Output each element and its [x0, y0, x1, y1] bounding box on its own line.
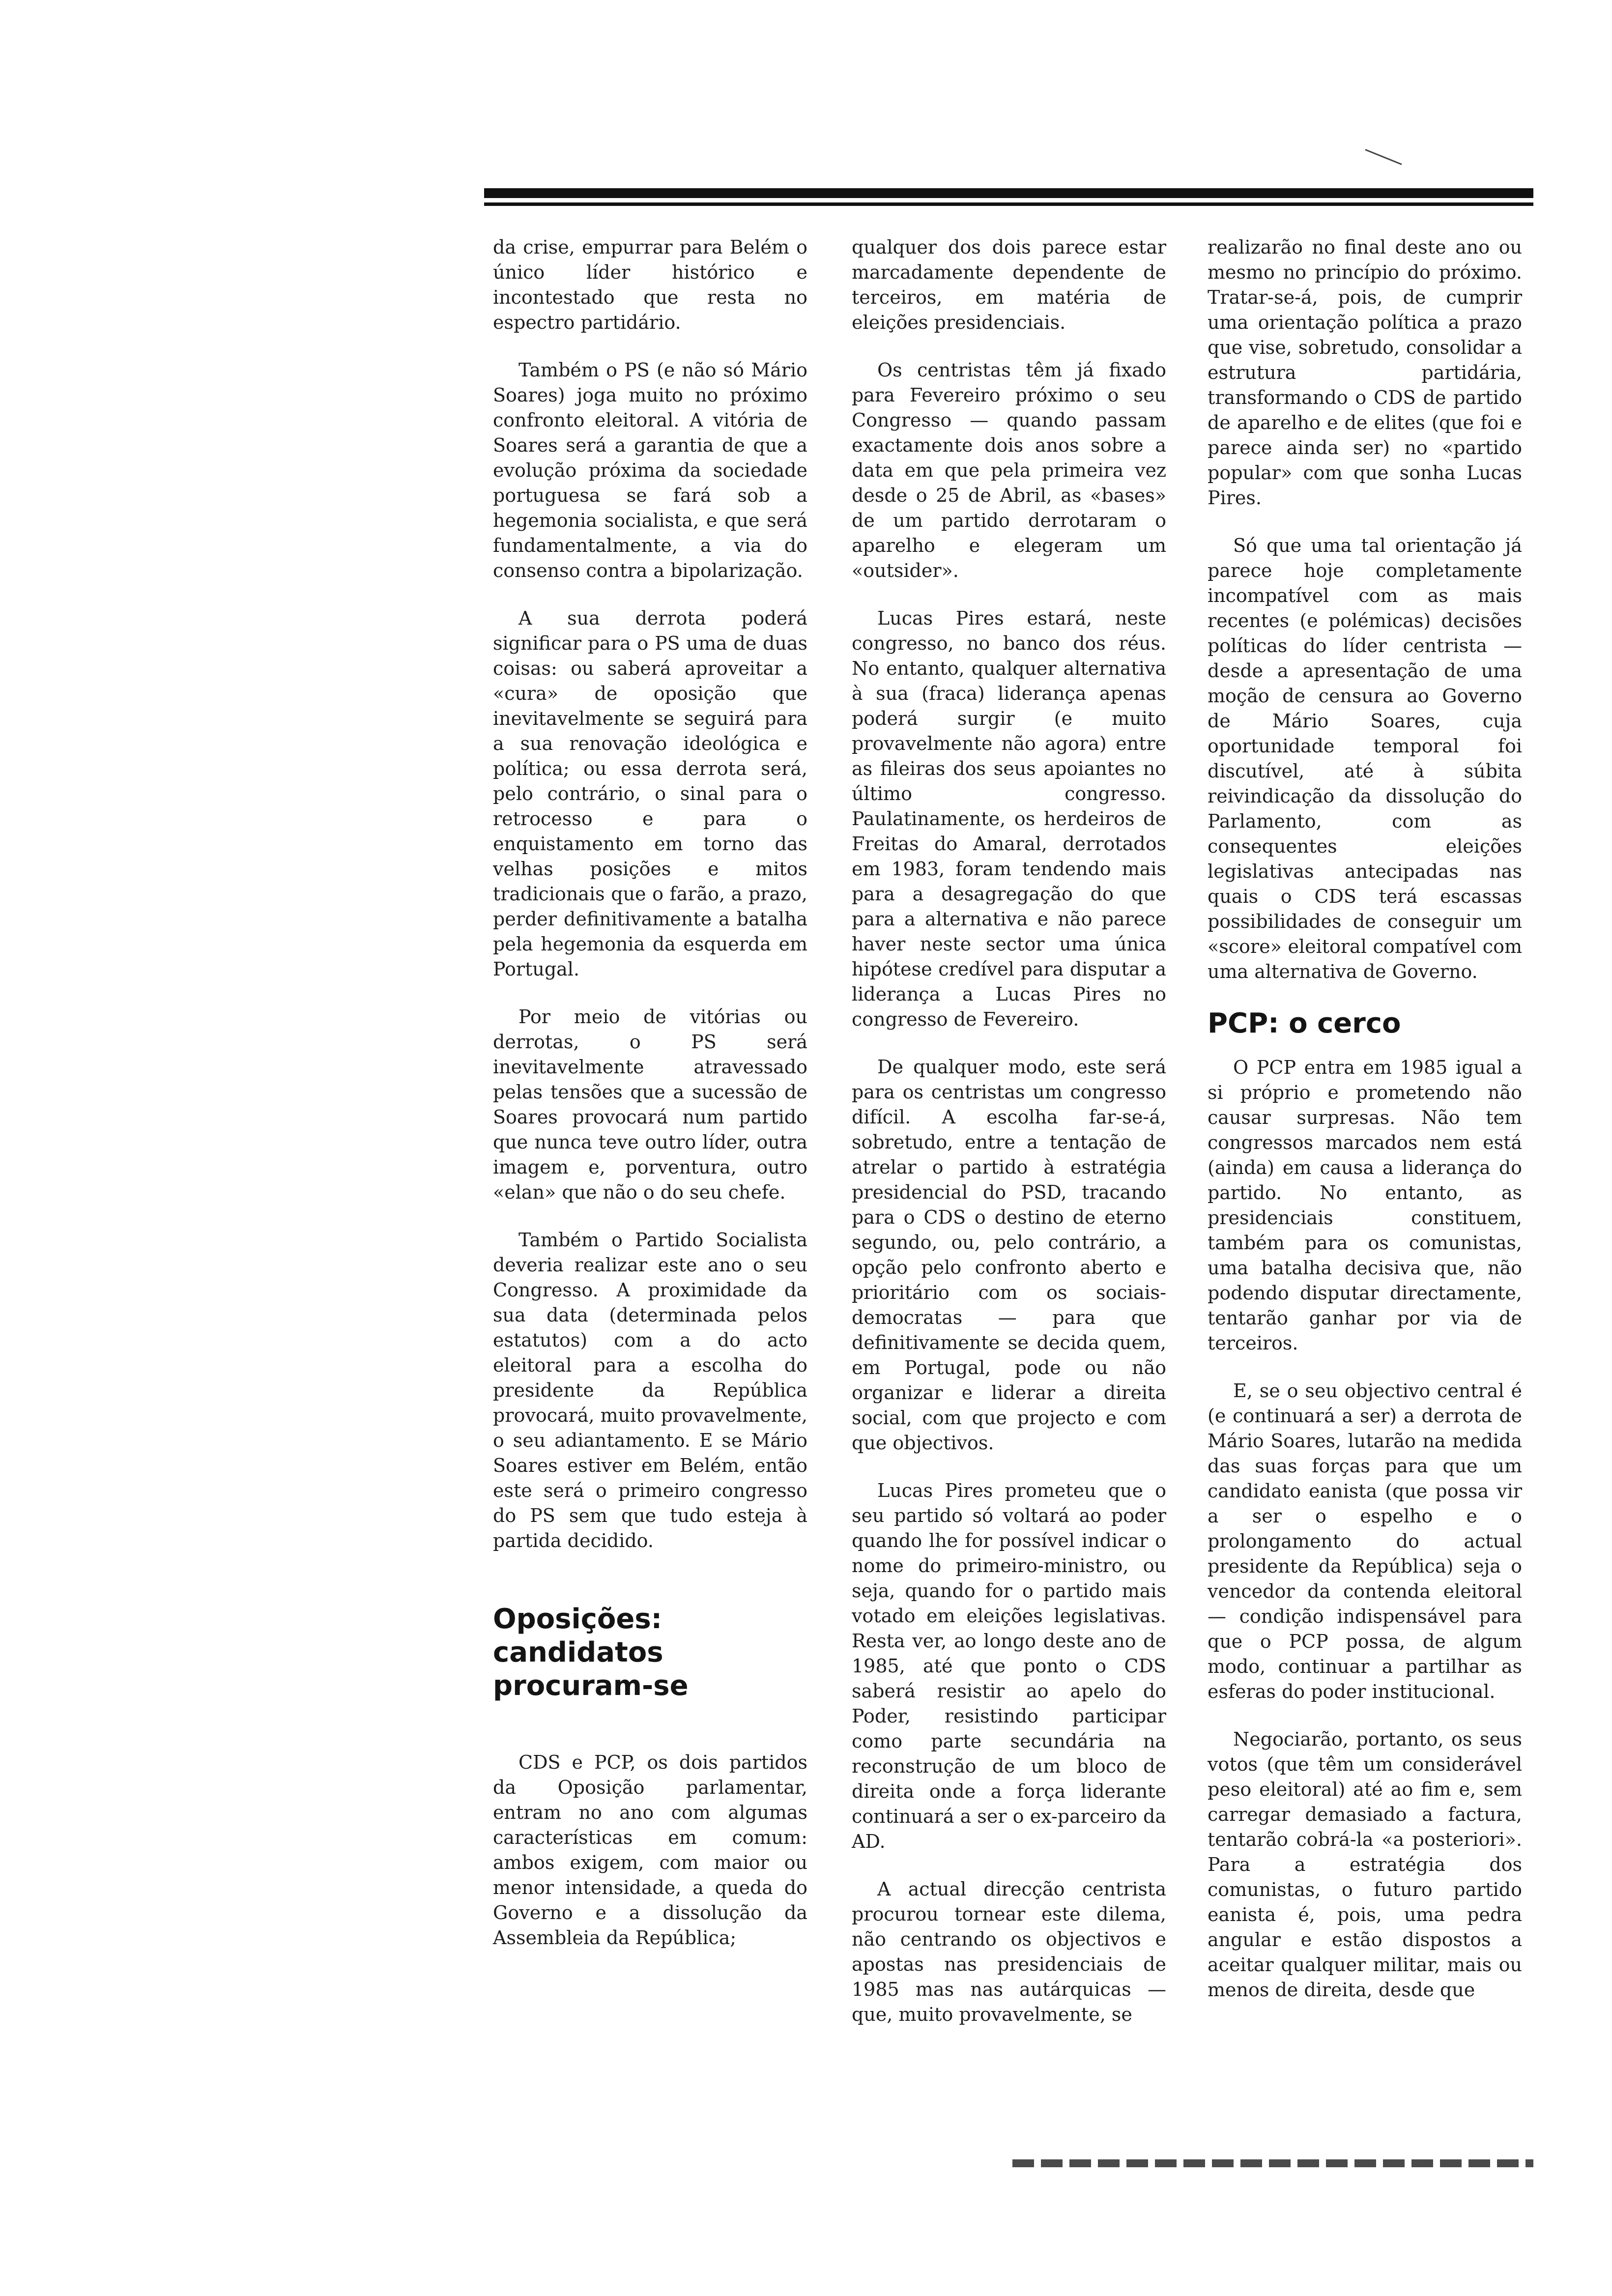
column-2: [852, 235, 1166, 2050]
section-heading: PCP: o cerco: [1208, 1007, 1401, 1039]
footer-bar: [1012, 2159, 1533, 2167]
top-rule-thin: [484, 202, 1533, 206]
paragraph: da crise, empurrar para Belém o único líder histórico e incontestado que resta no espectro partidário.: [493, 236, 807, 333]
paragraph: Também o Partido Socialista deveria realizar este ano o seu Congresso. A proximidade da sua data (determinada pelos estatutos) com a do acto eleitoral para a escolha do presidente da República provocará, muito provavelmente, o seu adiantamento. E se Mário Soares estiver em Belém, então este será o primeiro congresso do PS sem que tudo esteja à partida decidido.: [493, 1229, 807, 1551]
top-rule-thick: [484, 188, 1533, 198]
paragraph: CDS e PCP, os dois partidos da Oposição parlamentar, entram no ano com algumas características em comum: ambos exigem, com maior ou menor intensidade, a queda do Governo e a dissolução da Assembleia da República;: [493, 1751, 807, 1949]
paragraph: Negociarão, portanto, os seus votos (que têm um considerável peso eleitoral) até ao fim e, sem carregar demasiado a factura, tentarão cobrá-la «a posteriori». Para a estratégia dos comunistas, o futuro partido eanista é, pois, uma pedra angular e estão dispostos a aceitar qualquer militar, mais ou menos de direita, desde que: [1208, 1728, 1522, 2001]
paragraph: realizarão no final deste ano ou mesmo no princípio do próximo. Tratar-se-á, pois, de cumprir uma orientação política a prazo que vise, sobretudo, consolidar a estrutura partidária, transformando o CDS de partido de aparelho e de elites (que foi e parece ainda ser) no «partido popular» com que sonha Lucas Pires.: [1208, 236, 1522, 509]
paragraph: Só que uma tal orientação já parece hoje completamente incompatível com as mais recentes (e polémicas) decisões políticas do líder centrista — desde a apresentação de uma moção de censura ao Governo de Mário Soares, cuja oportunidade temporal foi discutível, até à súbita reivindicação da dissolução do Parlamento, com as consequentes eleições legislativas antecipadas nas quais o CDS terá escassas possibilidades de conseguir um «score» eleitoral compatível com uma alternativa de Governo.: [1208, 535, 1522, 982]
paragraph: qualquer dos dois parece estar marcadamente dependente de terceiros, em matéria de eleições presidenciais.: [852, 236, 1166, 333]
paragraph: E, se o seu objectivo central é (e continuará a ser) a derrota de Mário Soares, lutarão na medida das suas forças para que um candidato eanista (que possa vir a ser o espelho e o prolongamento do actual presidente da República) seja o vencedor da contenda eleitoral — condição indispensável para que o PCP possa, de algum modo, continuar a partilhar as esferas do poder institucional.: [1208, 1380, 1522, 1702]
column-1: [493, 235, 807, 1973]
paragraph: A sua derrota poderá significar para o PS uma de duas coisas: ou saberá aproveitar a «cura» de oposição que inevitavelmente se seguirá para a sua renovação ideológica e política; ou essa derrota será, pelo contrário, o sinal para o retrocesso e para o enquistamento em torno das velhas posições e mitos tradicionais que o farão, a prazo, perder definitivamente a batalha pela hegemonia da esquerda em Portugal.: [493, 607, 807, 980]
scan-mark: [1365, 149, 1402, 165]
paragraph: O PCP entra em 1985 igual a si próprio e prometendo não causar surpresas. Não tem congressos marcados nem está (ainda) em causa a liderança do partido. No entanto, as presidenciais constituem, também para os comunistas, uma batalha decisiva que, não podendo disputar directamente, tentarão ganhar por via de terceiros.: [1208, 1057, 1522, 1354]
paragraph: Por meio de vitórias ou derrotas, o PS será inevitavelmente atravessado pelas tensões que a sucessão de Soares provocará num partido que nunca teve outro líder, outra imagem e, porventura, outro «elan» que não o do seu chefe.: [493, 1006, 807, 1203]
paragraph: Também o PS (e não só Mário Soares) joga muito no próximo confronto eleitoral. A vitória de Soares será a garantia de que a evolução próxima da sociedade portuguesa se fará sob a hegemonia socialista, e que será fundamentalmente, a via do consenso contra a bipolarização.: [493, 359, 807, 581]
paragraph: A actual direcção centrista procurou tornear este dilema, não centrando os objectivos e apostas nas presidenciais de 1985 mas nas autárquicas — que, muito provavelmente, se: [852, 1878, 1166, 2025]
section-heading: Oposições: candidatos procuram-se: [493, 1603, 689, 1702]
column-3: [1208, 235, 1522, 2025]
paragraph: Lucas Pires prometeu que o seu partido só voltará ao poder quando lhe for possível indicar o nome do primeiro-ministro, ou seja, quando for o partido mais votado em eleições legislativas. Resta ver, ao longo deste ano de 1985, até que ponto o CDS saberá resistir ao apelo do Poder, resistindo participar como parte secundária na reconstrução de um bloco de direita onde a força liderante continuará a ser o ex-parceiro da AD.: [852, 1480, 1166, 1852]
paragraph: Os centristas têm já fixado para Fevereiro próximo o seu Congresso — quando passam exactamente dois anos sobre a data em que pela primeira vez desde o 25 de Abril, as «bases» de um partido derrotaram o aparelho e elegeram um «outsider».: [852, 359, 1166, 581]
paragraph: Lucas Pires estará, neste congresso, no banco dos réus. No entanto, qualquer alternativa à sua (fraca) liderança apenas poderá surgir (e muito provavelmente não agora) entre as fileiras dos seus apoiantes no último congresso. Paulatinamente, os herdeiros de Freitas do Amaral, derrotados em 1983, foram tendendo mais para a desagregação do que para a alternativa e não parece haver neste sector uma única hipótese credível para disputar a liderança a Lucas Pires no congresso de Fevereiro.: [852, 607, 1166, 1030]
paragraph: De qualquer modo, este será para os centristas um congresso difícil. A escolha far-se-á, sobretudo, entre a tentação de atrelar o partido à estratégia presidencial do PSD, tracando para o CDS o destino de eterno segundo, ou, pelo contrário, a opção pelo confronto aberto e prioritário com os sociais-democratas — para que definitivamente se decida quem, em Portugal, pode ou não organizar e liderar a direita social, com que projecto e com que objectivos.: [852, 1056, 1166, 1454]
